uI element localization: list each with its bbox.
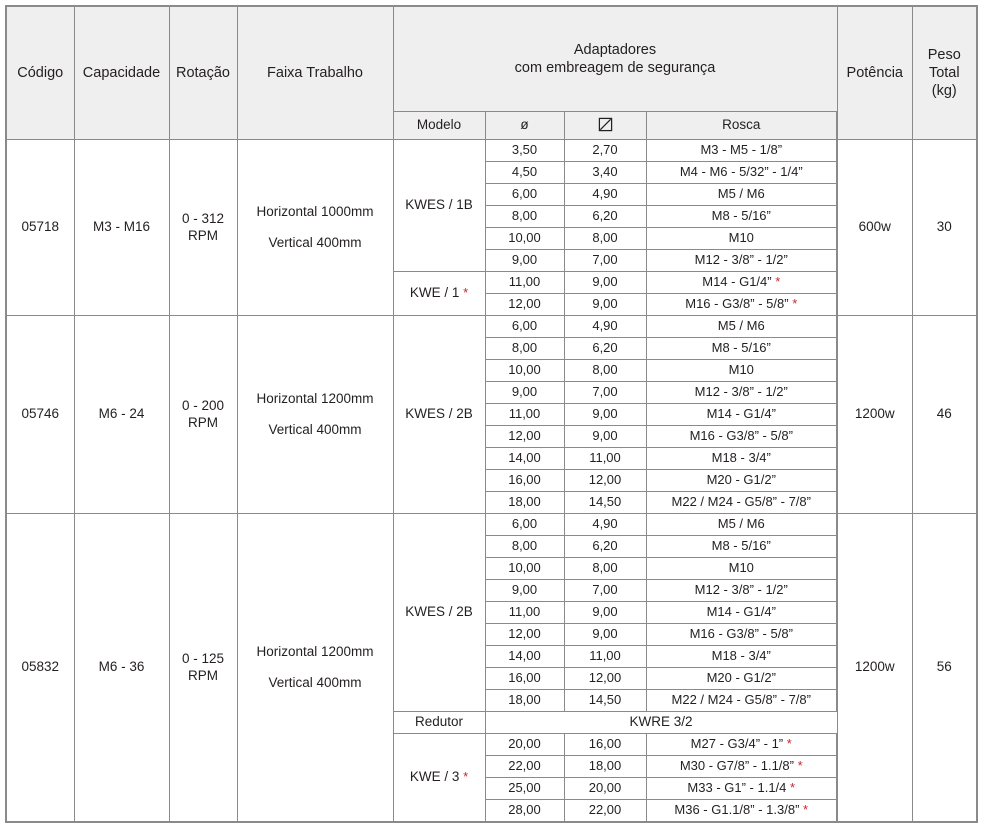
header-capacidade: Capacidade — [74, 6, 169, 140]
capacidade-value: M3 - M16 — [92, 219, 150, 235]
rosca-value: M14 - G1/4” — [706, 604, 776, 620]
rosca-value: M5 / M6 — [717, 516, 765, 532]
cell-peso-total: 30 — [912, 140, 977, 316]
codigo-value: 05746 — [21, 406, 60, 422]
cell-diametro-square: 7,00 — [564, 382, 646, 404]
rosca-value: M22 / M24 - G5/8” - 7/8” — [671, 692, 811, 708]
rosca-value: M14 - G1/4” — [702, 274, 772, 290]
cell-diametro: 4,50 — [485, 162, 564, 184]
cell-rosca — [646, 404, 837, 426]
cell-rosca — [646, 756, 837, 778]
asterisk-marker: * — [775, 274, 781, 290]
subheader-rosca: Rosca — [646, 112, 837, 140]
specification-table — [5, 5, 978, 823]
cell-rosca — [646, 646, 837, 668]
capacidade-value: M6 - 24 — [98, 406, 145, 422]
table-row — [6, 514, 977, 536]
cell-modelo — [393, 272, 485, 316]
cell-diametro-square: 9,00 — [564, 624, 646, 646]
rosca-value: M16 - G3/8” - 5/8” — [689, 428, 793, 444]
rosca-value: M18 - 3/4” — [711, 450, 771, 466]
faixa-line2: Vertical 400mm — [268, 674, 362, 690]
cell-diametro: 11,00 — [485, 272, 564, 294]
cell-diametro: 14,00 — [485, 448, 564, 470]
header-rotacao: Rotação — [169, 6, 237, 140]
cell-rosca — [646, 360, 837, 382]
rosca-value: M8 - 5/16” — [711, 340, 771, 356]
header-peso-line2: Total — [928, 64, 960, 81]
cell-rosca — [646, 734, 837, 756]
cell-rotacao — [169, 514, 237, 823]
cell-diametro-square: 2,70 — [564, 140, 646, 162]
cell-capacidade — [74, 514, 169, 823]
cell-rosca — [646, 228, 837, 250]
header-faixa-trabalho: Faixa Trabalho — [237, 6, 393, 140]
subheader-diametro: ø — [485, 112, 564, 140]
header-adaptadores-line2: com embreagem de segurança — [514, 60, 716, 76]
cell-diametro-square: 8,00 — [564, 228, 646, 250]
codigo-value: 05832 — [21, 659, 60, 675]
cell-rosca — [646, 272, 837, 294]
rosca-value: M27 - G3/4” - 1” — [690, 736, 784, 752]
cell-diametro-square: 9,00 — [564, 602, 646, 624]
cell-diametro-square: 9,00 — [564, 294, 646, 316]
cell-diametro-square: 14,50 — [564, 690, 646, 712]
header-peso-line1: Peso — [927, 46, 961, 63]
cell-diametro: 11,00 — [485, 602, 564, 624]
cell-diametro: 6,00 — [485, 316, 564, 338]
header-codigo: Código — [6, 6, 74, 140]
square-diagonal-icon — [564, 112, 646, 140]
faixa-line1: Horizontal 1200mm — [256, 390, 374, 406]
cell-diametro: 22,00 — [485, 756, 564, 778]
modelo-value: KWES / 2B — [405, 604, 473, 620]
header-adaptadores-line1: Adaptadores — [573, 41, 657, 58]
rosca-value: M8 - 5/16” — [711, 538, 771, 554]
rosca-value: M4 - M6 - 5/32” - 1/4” — [679, 164, 803, 180]
cell-peso-total: 46 — [912, 316, 977, 514]
cell-diametro: 25,00 — [485, 778, 564, 800]
cell-rosca — [646, 140, 837, 162]
rosca-value: M22 / M24 - G5/8” - 7/8” — [671, 494, 811, 510]
header-row-main — [6, 6, 977, 112]
cell-rosca — [646, 778, 837, 800]
cell-diametro: 6,00 — [485, 184, 564, 206]
cell-rosca — [646, 250, 837, 272]
cell-rosca — [646, 624, 837, 646]
cell-diametro: 12,00 — [485, 426, 564, 448]
cell-diametro: 12,00 — [485, 624, 564, 646]
cell-diametro-square: 11,00 — [564, 448, 646, 470]
rosca-value: M12 - 3/8” - 1/2” — [694, 384, 788, 400]
cell-diametro-square: 9,00 — [564, 404, 646, 426]
rosca-value: M16 - G3/8” - 5/8” — [685, 296, 789, 312]
rotacao-line2: RPM — [188, 414, 218, 430]
cell-modelo — [393, 316, 485, 514]
cell-diametro: 10,00 — [485, 228, 564, 250]
rosca-value: M20 - G1/2” — [706, 472, 776, 488]
cell-modelo — [393, 734, 485, 823]
cell-diametro: 16,00 — [485, 668, 564, 690]
cell-rosca — [646, 668, 837, 690]
cell-rosca — [646, 294, 837, 316]
cell-diametro-square: 4,90 — [564, 184, 646, 206]
cell-rosca — [646, 316, 837, 338]
cell-diametro: 9,00 — [485, 580, 564, 602]
cell-diametro: 10,00 — [485, 360, 564, 382]
cell-diametro-square: 8,00 — [564, 558, 646, 580]
cell-diametro-square: 11,00 — [564, 646, 646, 668]
capacidade-value: M6 - 36 — [98, 659, 145, 675]
modelo-value: KWES / 1B — [405, 197, 473, 213]
rosca-value: M16 - G3/8” - 5/8” — [689, 626, 793, 642]
cell-diametro: 28,00 — [485, 800, 564, 823]
cell-modelo — [393, 140, 485, 272]
cell-diametro-square: 16,00 — [564, 734, 646, 756]
cell-rosca — [646, 448, 837, 470]
rosca-value: M10 — [728, 362, 754, 378]
asterisk-marker: * — [786, 736, 792, 752]
asterisk-marker: * — [803, 802, 809, 818]
cell-rosca — [646, 690, 837, 712]
rotacao-line2: RPM — [188, 667, 218, 683]
rosca-value: M8 - 5/16” — [711, 208, 771, 224]
cell-faixa-trabalho — [237, 514, 393, 823]
rosca-value: M33 - G1” - 1.1/4 — [687, 780, 787, 796]
cell-capacidade — [74, 140, 169, 316]
modelo-value: KWE / 1 — [409, 285, 460, 301]
cell-rosca — [646, 536, 837, 558]
cell-codigo — [6, 316, 74, 514]
rotacao-line1: 0 - 125 — [181, 650, 225, 666]
cell-diametro: 8,00 — [485, 536, 564, 558]
cell-diametro-square: 6,20 — [564, 536, 646, 558]
modelo-value: Redutor — [414, 714, 464, 730]
cell-rosca — [646, 206, 837, 228]
rosca-value: M12 - 3/8” - 1/2” — [694, 252, 788, 268]
cell-diametro: 10,00 — [485, 558, 564, 580]
cell-diametro-square: 9,00 — [564, 426, 646, 448]
rotacao-line1: 0 - 312 — [181, 210, 225, 226]
cell-diametro: 14,00 — [485, 646, 564, 668]
rosca-value: M10 — [728, 230, 754, 246]
header-adaptadores — [393, 6, 837, 112]
rosca-value: M10 — [728, 560, 754, 576]
modelo-value: KWES / 2B — [405, 406, 473, 422]
cell-potencia: 1200w — [837, 514, 912, 823]
cell-diametro: 8,00 — [485, 338, 564, 360]
rosca-value: M3 - M5 - 1/8” — [700, 142, 783, 158]
cell-rosca — [646, 184, 837, 206]
cell-rosca — [646, 338, 837, 360]
cell-modelo — [393, 712, 485, 734]
cell-rosca — [646, 514, 837, 536]
cell-diametro: 16,00 — [485, 470, 564, 492]
header-potencia: Potência — [837, 6, 912, 140]
cell-diametro-square: 7,00 — [564, 250, 646, 272]
faixa-line1: Horizontal 1200mm — [256, 643, 374, 659]
cell-peso-total: 56 — [912, 514, 977, 823]
header-peso-line3: (kg) — [931, 83, 957, 100]
faixa-line2: Vertical 400mm — [268, 421, 362, 437]
rosca-value: M20 - G1/2” — [706, 670, 776, 686]
subheader-modelo: Modelo — [393, 112, 485, 140]
cell-diametro: 3,50 — [485, 140, 564, 162]
cell-faixa-trabalho — [237, 140, 393, 316]
cell-diametro-square: 7,00 — [564, 580, 646, 602]
cell-modelo — [393, 514, 485, 712]
cell-diametro: 9,00 — [485, 250, 564, 272]
cell-rotacao — [169, 140, 237, 316]
cell-diametro-square: 6,20 — [564, 338, 646, 360]
rosca-value: M18 - 3/4” — [711, 648, 771, 664]
cell-rosca — [646, 558, 837, 580]
table-row — [6, 140, 977, 162]
rosca-value: M14 - G1/4” — [706, 406, 776, 422]
asterisk-marker: * — [463, 285, 469, 301]
rosca-value: M30 - G7/8” - 1.1/8” — [679, 758, 794, 774]
modelo-value: KWE / 3 — [409, 769, 460, 785]
cell-diametro-square: 22,00 — [564, 800, 646, 823]
cell-rosca — [646, 602, 837, 624]
cell-diametro-square: 20,00 — [564, 778, 646, 800]
cell-rotacao — [169, 316, 237, 514]
cell-diametro: 12,00 — [485, 294, 564, 316]
asterisk-marker: * — [797, 758, 803, 774]
table-header — [6, 6, 977, 140]
cell-rosca — [646, 426, 837, 448]
cell-diametro-square: 6,20 — [564, 206, 646, 228]
cell-diametro: 8,00 — [485, 206, 564, 228]
cell-diametro-square: 18,00 — [564, 756, 646, 778]
cell-rosca — [646, 382, 837, 404]
cell-diametro-square: 12,00 — [564, 470, 646, 492]
cell-potencia: 1200w — [837, 316, 912, 514]
cell-diametro: 11,00 — [485, 404, 564, 426]
rosca-value: M5 / M6 — [717, 318, 765, 334]
cell-diametro: 18,00 — [485, 492, 564, 514]
cell-redutor-value: KWRE 3/2 — [485, 712, 837, 734]
cell-diametro: 18,00 — [485, 690, 564, 712]
rosca-value: M5 / M6 — [717, 186, 765, 202]
cell-diametro-square: 14,50 — [564, 492, 646, 514]
asterisk-marker: * — [463, 769, 469, 785]
asterisk-marker: * — [790, 780, 796, 796]
asterisk-marker: * — [792, 296, 798, 312]
cell-rosca — [646, 492, 837, 514]
table-body — [6, 140, 977, 823]
cell-diametro-square: 8,00 — [564, 360, 646, 382]
faixa-line1: Horizontal 1000mm — [256, 203, 374, 219]
header-peso-total — [912, 6, 977, 140]
cell-rosca — [646, 162, 837, 184]
cell-rosca — [646, 580, 837, 602]
cell-diametro-square: 12,00 — [564, 668, 646, 690]
cell-diametro: 9,00 — [485, 382, 564, 404]
cell-codigo — [6, 140, 74, 316]
rosca-value: M36 - G1.1/8” - 1.3/8” — [674, 802, 800, 818]
cell-diametro-square: 3,40 — [564, 162, 646, 184]
cell-codigo — [6, 514, 74, 823]
rosca-value: M12 - 3/8” - 1/2” — [694, 582, 788, 598]
cell-diametro: 6,00 — [485, 514, 564, 536]
table-row — [6, 316, 977, 338]
cell-diametro-square: 4,90 — [564, 316, 646, 338]
cell-diametro: 20,00 — [485, 734, 564, 756]
codigo-value: 05718 — [21, 219, 60, 235]
cell-rosca — [646, 470, 837, 492]
cell-faixa-trabalho — [237, 316, 393, 514]
cell-capacidade — [74, 316, 169, 514]
cell-potencia: 600w — [837, 140, 912, 316]
cell-diametro-square: 4,90 — [564, 514, 646, 536]
cell-diametro-square: 9,00 — [564, 272, 646, 294]
rotacao-line1: 0 - 200 — [181, 397, 225, 413]
cell-rosca — [646, 800, 837, 823]
faixa-line2: Vertical 400mm — [268, 234, 362, 250]
rotacao-line2: RPM — [188, 227, 218, 243]
